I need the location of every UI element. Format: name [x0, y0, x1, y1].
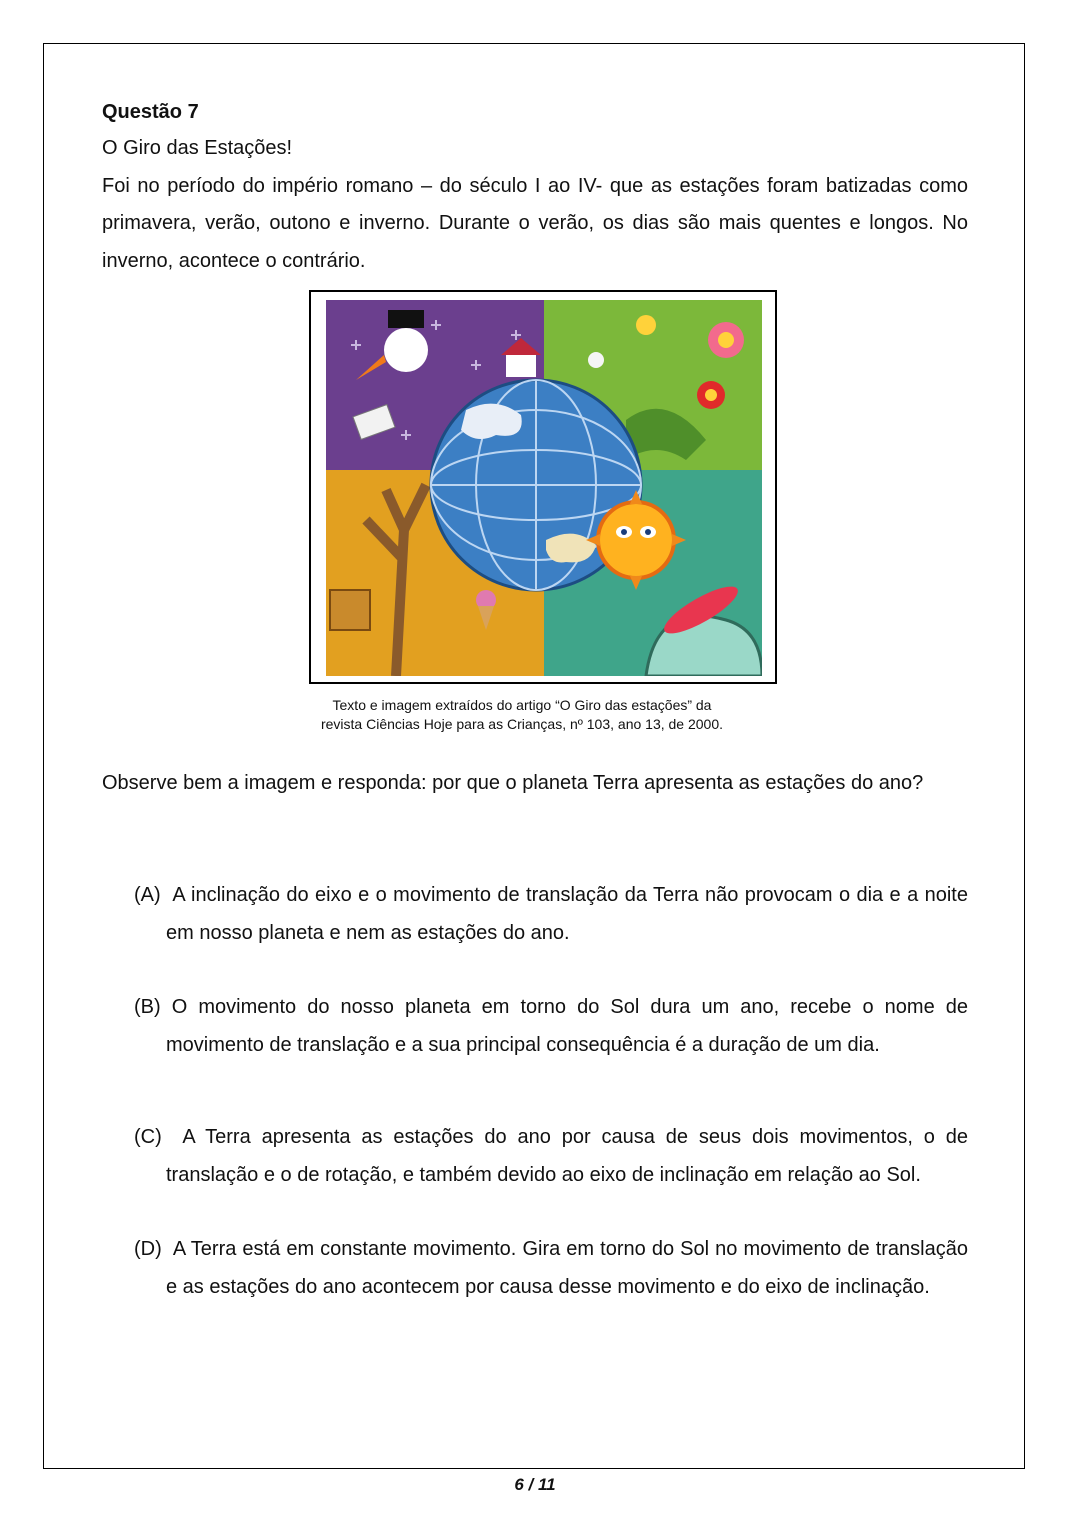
option-c-text: A Terra apresenta as estações do ano por causa de seus dois movimentos, o de translação e o de rotação, e também devido ao eixo de inclinação em relação ao Sol. [166, 1126, 968, 1186]
question-intro: Foi no período do império romano – do século I ao IV- que as estações foram batizadas como primavera, verão, outono e inverno. Durante o verão, os dias são mais quentes e longos. No inverno, acontece o contrário. [102, 174, 968, 272]
seasons-artwork [326, 300, 762, 676]
option-d-text: A Terra está em constante movimento. Gira em torno do Sol no movimento de translação e as estações do ano acontecem por causa desse movimento e do eixo de inclinação. [166, 1238, 968, 1298]
question-header [102, 98, 968, 280]
option-b-text: O movimento do nosso planeta em torno do Sol dura um ano, recebe o nome de movimento de translação e a sua principal consequência é a duração de um dia. [166, 996, 968, 1056]
option-d-letter: (D) [134, 1238, 162, 1260]
option-b-letter: (B) [134, 996, 161, 1018]
question-prompt-block [102, 765, 968, 803]
option-a-letter: (A) [134, 884, 161, 906]
caption-line-2: revista Ciências Hoje para as Crianças, nº 103, ano 13, de 2000. [320, 716, 723, 732]
question-title: Questão 7 [102, 101, 199, 123]
option-a-text: A inclinação do eixo e o movimento de translação da Terra não provocam o dia e a noite em nosso planeta e nem as estações do ano. [166, 884, 968, 944]
option-c[interactable] [134, 1119, 968, 1194]
question-heading: O Giro das Estações! [102, 137, 293, 159]
figure-caption [260, 696, 784, 734]
option-a[interactable] [134, 877, 968, 952]
option-d[interactable] [134, 1231, 968, 1306]
page-number: 6 / 11 [514, 1475, 556, 1494]
seasons-illustration [309, 290, 777, 684]
question-prompt: Observe bem a imagem e responda: por que o planeta Terra apresenta as estações do ano? [102, 772, 924, 794]
option-b[interactable] [134, 989, 968, 1064]
caption-line-1: Texto e imagem extraídos do artigo “O Giro das estações” da [332, 697, 712, 713]
sun [598, 502, 674, 578]
option-c-letter: (C) [134, 1126, 162, 1148]
